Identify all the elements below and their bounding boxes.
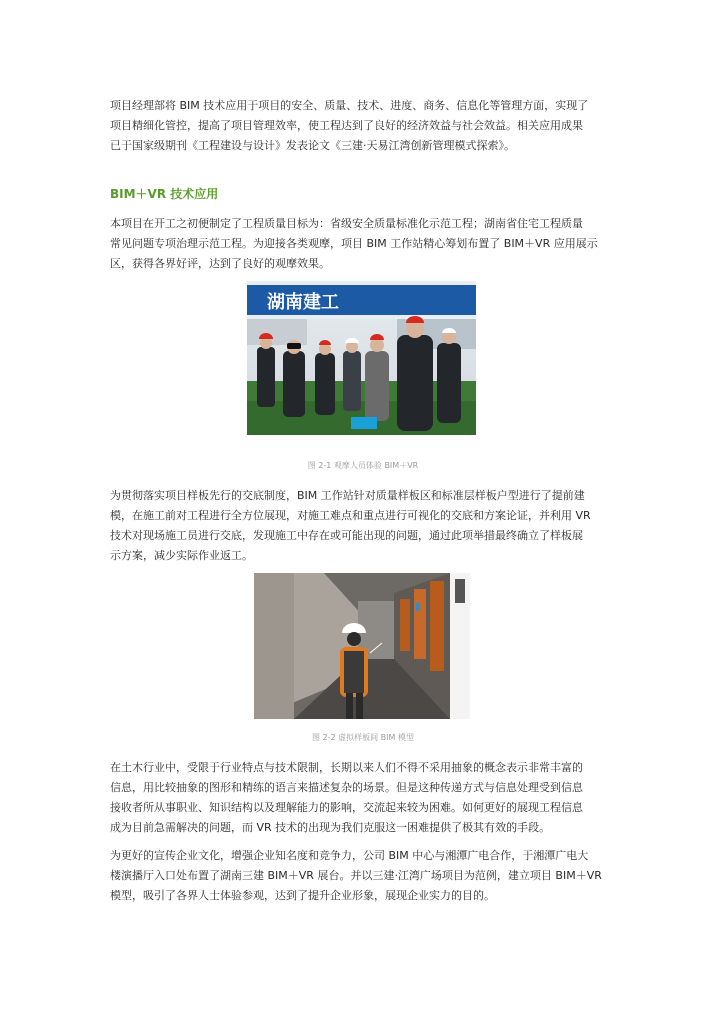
figure-bim-model (254, 573, 470, 719)
text-line: 常见问题专项治理示范工程。为迎接各类观摩，项目 BIM 工作站精心筹划布置了 BIM＋VR 应用展示 (110, 237, 598, 250)
intro-paragraph (110, 96, 616, 156)
text-line: 区，获得各界好评，达到了良好的观摩效果。 (110, 257, 330, 270)
paragraph-quality-goal (110, 214, 616, 274)
text-line: 信息，用比较抽象的图形和精练的语言来描述复杂的场景。但是这种传递方式与信息处理受到信息 (110, 781, 583, 794)
text-line: 接收者所从事职业、知识结构以及理解能力的影响，交流起来较为困难。如何更好的展现工程信息 (110, 801, 583, 814)
text-line: 成为目前急需解决的问题，而 VR 技术的出现为我们克服这一困难提供了极其有效的手段。 (110, 821, 551, 834)
text-line: 模，在施工前对工程进行全方位展现，对施工难点和重点进行可视化的交底和方案论证，并利用 VR (110, 509, 591, 522)
text-line: 模型，吸引了各界人士体验参观，达到了提升企业形象，展现企业实力的目的。 (110, 889, 495, 902)
text-line: 为更好的宣传企业文化，增强企业知名度和竞争力，公司 BIM 中心与湘潭广电合作，于湘潭广电大 (110, 849, 589, 862)
text-line: 项目精细化管控，提高了项目管理效率，使工程达到了良好的经济效益与社会效益。相关应用成果 (110, 119, 583, 132)
bim-model-render (254, 573, 470, 719)
figure1-caption: 图 2-1 观摩人员体验 BIM＋VR (307, 461, 419, 470)
text-line: 在土木行业中，受限于行业特点与技术限制，长期以来人们不得不采用抽象的概念表示非常丰富的 (110, 761, 583, 774)
text-line: 技术对现场施工员进行交底，发现施工中存在或可能出现的问题，通过此项举措最终确立了样板展 (110, 529, 583, 542)
text-line: 楼演播厅入口处布置了湖南三建 BIM＋VR 展台。并以三建·江湾广场项目为范例，建立项目 BIM＋VR (110, 869, 602, 882)
text-line: 示方案，减少实际作业返工。 (110, 549, 253, 562)
paragraph-corporate-culture (110, 846, 616, 906)
banner-text: 湖南建工 (267, 292, 339, 313)
text-line: 项目经理部将 BIM 技术应用于项目的安全、质量、技术、进度、商务、信息化等管理方面，实现了 (110, 99, 589, 112)
text-line: 为贯彻落实项目样板先行的交底制度，BIM 工作站针对质量样板区和标准层样板户型进行了提前建 (110, 489, 585, 502)
text-line: 已于国家级期刊《工程建设与设计》发表论文《三建·天易江湾创新管理模式探索》。 (110, 139, 515, 152)
paragraph-sample-first (110, 486, 616, 566)
paragraph-civil-industry (110, 758, 616, 838)
vr-photo-image (247, 281, 476, 435)
figure2-caption: 图 2-2 虚拟样板间 BIM 模型 (312, 733, 414, 742)
section-heading: BIM＋VR 技术应用 (110, 187, 219, 201)
text-line: 本项目在开工之初便制定了工程质量目标为：省级安全质量标准化示范工程；湖南省住宅工程质量 (110, 217, 583, 230)
figure-vr-photo (247, 281, 476, 435)
